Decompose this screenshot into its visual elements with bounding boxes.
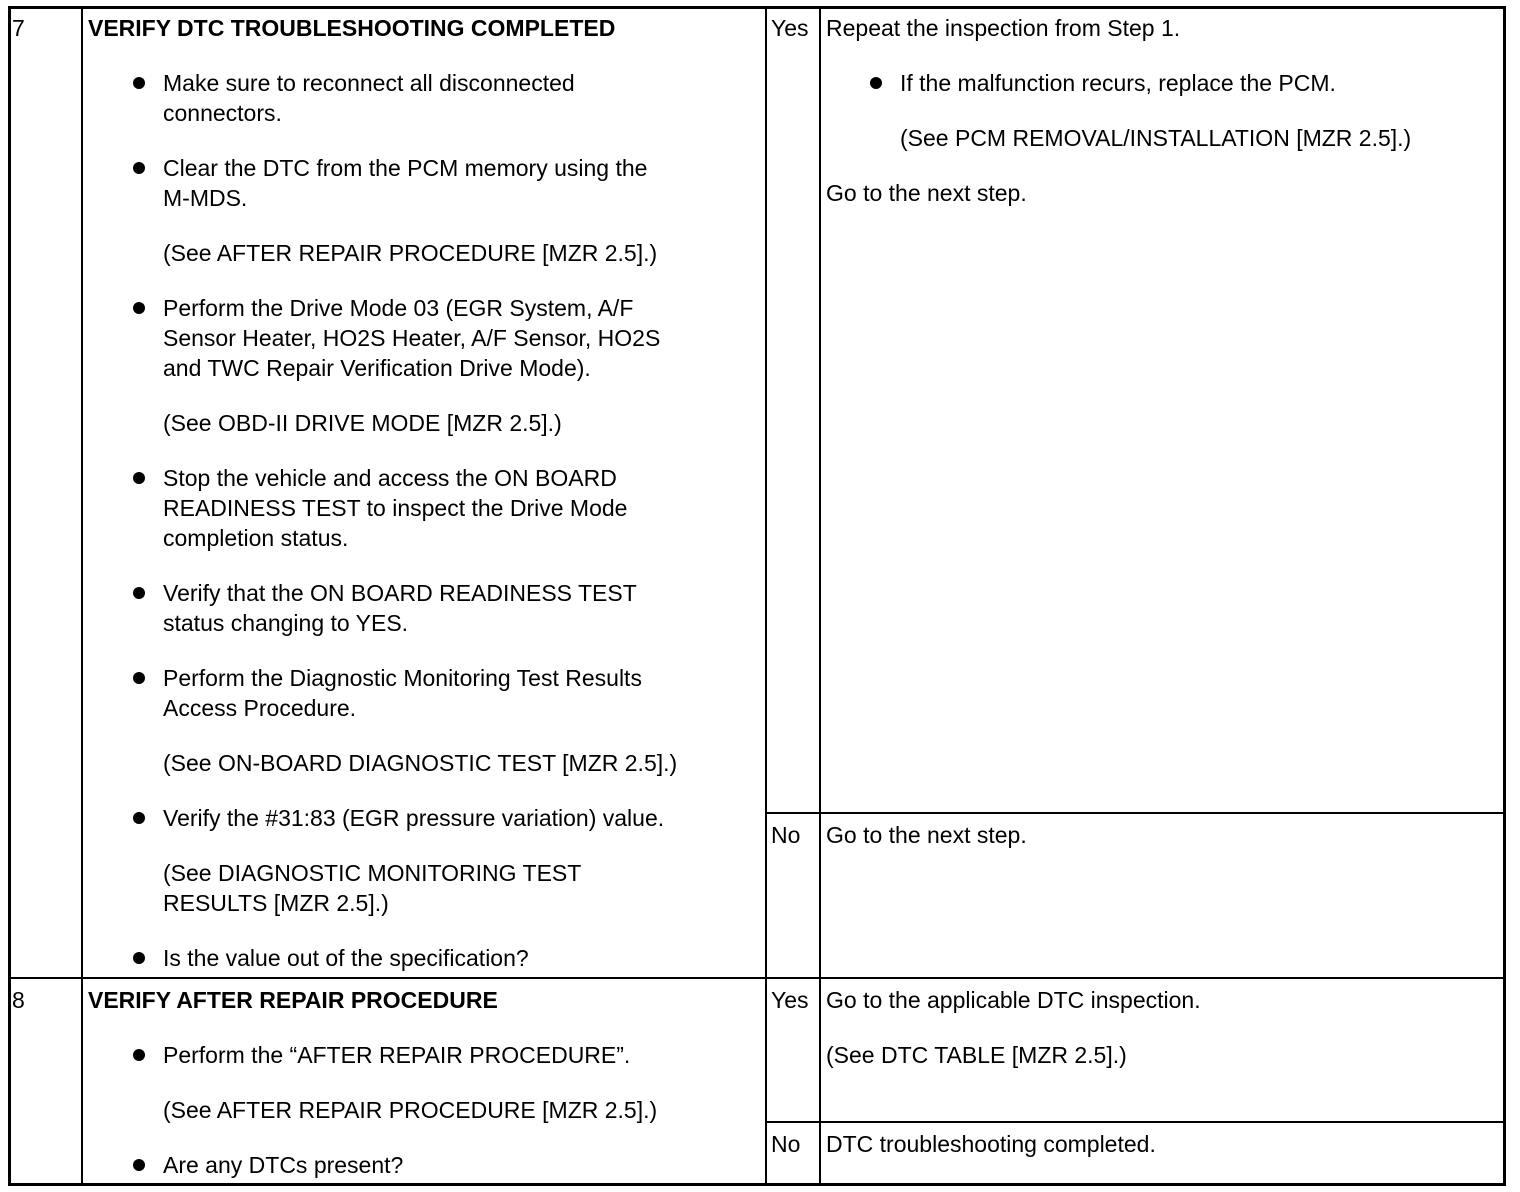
bullet-icon [133, 302, 145, 314]
yes-next: Go to the next step. [826, 180, 1027, 206]
column-divider-step [81, 6, 83, 1186]
column-divider-action [765, 6, 767, 1186]
instruction-line: Are any DTCs present? [163, 1152, 404, 1178]
bullet-icon [133, 472, 145, 484]
bullet-icon [133, 952, 145, 964]
instruction-line: Make sure to reconnect all disconnected [163, 70, 575, 96]
instruction-line: M-MDS. [163, 185, 248, 211]
step-title: VERIFY AFTER REPAIR PROCEDURE [88, 987, 498, 1013]
instruction-line: Perform the Drive Mode 03 (EGR System, A/F [163, 295, 634, 321]
step-number: 7 [12, 15, 25, 41]
instruction-line: READINESS TEST to inspect the Drive Mode [163, 495, 628, 521]
yes-action: Go to the applicable DTC inspection. [826, 987, 1201, 1013]
bullet-icon [133, 1159, 145, 1171]
step-title: VERIFY DTC TROUBLESHOOTING COMPLETED [88, 15, 616, 41]
row-divider [8, 977, 1506, 979]
instruction-line: Access Procedure. [163, 695, 357, 721]
reference-link[interactable]: (See AFTER REPAIR PROCEDURE [MZR 2.5].) [163, 240, 658, 266]
instruction-line: connectors. [163, 100, 282, 126]
bullet-icon [133, 1049, 145, 1061]
reference-link[interactable]: (See OBD-II DRIVE MODE [MZR 2.5].) [163, 410, 562, 436]
yes-bullet: If the malfunction recurs, replace the PCM. [900, 70, 1336, 96]
bullet-icon [133, 587, 145, 599]
instruction-line: Clear the DTC from the PCM memory using the [163, 155, 648, 181]
yes-no-divider-row8 [765, 1121, 1506, 1123]
bullet-icon [133, 162, 145, 174]
instruction-line: Stop the vehicle and access the ON BOARD [163, 465, 617, 491]
yes-action: Repeat the inspection from Step 1. [826, 15, 1181, 41]
instruction-line: Is the value out of the specification? [163, 945, 529, 971]
reference-link[interactable]: (See AFTER REPAIR PROCEDURE [MZR 2.5].) [163, 1097, 658, 1123]
column-divider-result [819, 6, 821, 1186]
bullet-icon [133, 77, 145, 89]
no-action: DTC troubleshooting completed. [826, 1131, 1156, 1157]
instruction-line: and TWC Repair Verification Drive Mode). [163, 355, 591, 381]
yes-no-divider-row7 [765, 812, 1506, 814]
instruction-line: Perform the “AFTER REPAIR PROCEDURE”. [163, 1042, 631, 1068]
instruction-line: Verify the #31:83 (EGR pressure variation) value. [163, 805, 665, 831]
instruction-line: Sensor Heater, HO2S Heater, A/F Sensor, HO2S [163, 325, 661, 351]
no-label: No [771, 1131, 801, 1157]
step-number: 8 [12, 987, 25, 1013]
bullet-icon [133, 672, 145, 684]
bullet-icon [870, 77, 882, 89]
reference-link[interactable]: RESULTS [MZR 2.5].) [163, 890, 389, 916]
no-label: No [771, 822, 801, 848]
instruction-line: completion status. [163, 525, 349, 551]
instruction-line: Perform the Diagnostic Monitoring Test Results [163, 665, 642, 691]
yes-label: Yes [771, 15, 809, 41]
instruction-line: status changing to YES. [163, 610, 409, 636]
yes-label: Yes [771, 987, 809, 1013]
reference-link[interactable]: (See DIAGNOSTIC MONITORING TEST [163, 860, 582, 886]
reference-link[interactable]: (See DTC TABLE [MZR 2.5].) [826, 1042, 1127, 1068]
reference-link[interactable]: (See PCM REMOVAL/INSTALLATION [MZR 2.5].) [900, 125, 1412, 151]
no-action: Go to the next step. [826, 822, 1027, 848]
instruction-line: Verify that the ON BOARD READINESS TEST [163, 580, 637, 606]
reference-link[interactable]: (See ON-BOARD DIAGNOSTIC TEST [MZR 2.5].) [163, 750, 678, 776]
bullet-icon [133, 812, 145, 824]
